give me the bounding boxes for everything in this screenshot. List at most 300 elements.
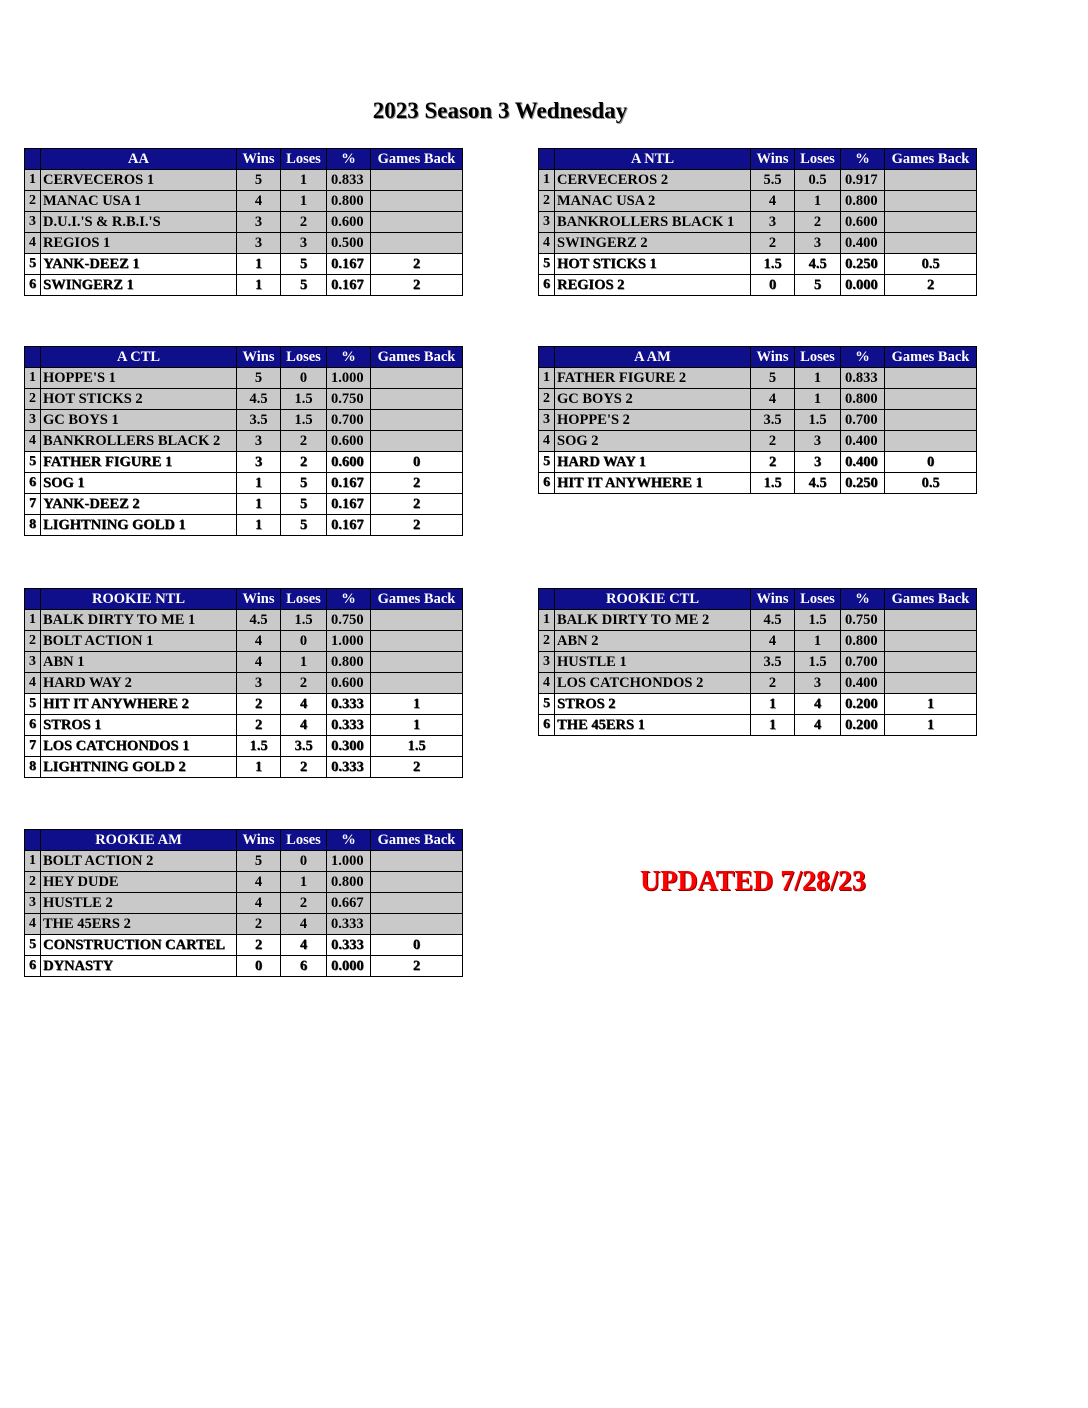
pct-cell: 0.600 — [841, 212, 885, 233]
table-row — [539, 368, 977, 389]
games-back-cell — [371, 431, 463, 452]
pct-cell: 0.800 — [327, 652, 371, 673]
pct-cell: 0.333 — [327, 914, 371, 935]
loses-cell: 2 — [281, 212, 327, 233]
team-name-cell: HARD WAY 2 — [41, 673, 237, 694]
table-row — [539, 191, 977, 212]
team-name-cell: D.U.I.'S & R.B.I.'S — [41, 212, 237, 233]
loses-cell: 1 — [795, 191, 841, 212]
loses-cell: 1 — [795, 389, 841, 410]
wins-cell: 1 — [751, 715, 795, 736]
games-back-cell: 1 — [885, 715, 977, 736]
rank-cell: 3 — [25, 212, 41, 233]
loses-cell: 2 — [281, 431, 327, 452]
rank-cell: 6 — [539, 473, 555, 494]
wins-cell: 4 — [237, 652, 281, 673]
loses-cell: 0 — [281, 631, 327, 652]
team-name-cell: HUSTLE 1 — [555, 652, 751, 673]
rank-cell: 4 — [539, 673, 555, 694]
table-header-row — [25, 830, 463, 851]
pct-cell: 1.000 — [327, 631, 371, 652]
loses-cell: 2 — [281, 673, 327, 694]
table-header-row — [539, 149, 977, 170]
wins-cell: 2 — [751, 673, 795, 694]
wins-cell: 5 — [751, 368, 795, 389]
header-loses: Loses — [281, 149, 327, 170]
rank-cell: 6 — [25, 715, 41, 736]
games-back-cell — [885, 170, 977, 191]
table-row — [25, 673, 463, 694]
pct-cell: 0.833 — [841, 368, 885, 389]
pct-cell: 0.167 — [327, 473, 371, 494]
team-name-cell: HIT IT ANYWHERE 2 — [41, 694, 237, 715]
pct-cell: 0.500 — [327, 233, 371, 254]
table-row — [25, 452, 463, 473]
rank-cell: 4 — [539, 431, 555, 452]
division-name: A NTL — [555, 149, 751, 170]
division-name: AA — [41, 149, 237, 170]
loses-cell: 0 — [281, 851, 327, 872]
standings-table-aa — [24, 148, 463, 296]
rank-cell: 1 — [25, 368, 41, 389]
loses-cell: 4 — [795, 694, 841, 715]
header-rank — [539, 589, 555, 610]
loses-cell: 5 — [795, 275, 841, 296]
table-row — [25, 431, 463, 452]
table-row — [25, 368, 463, 389]
team-name-cell: GC BOYS 1 — [41, 410, 237, 431]
table-row — [539, 233, 977, 254]
wins-cell: 1 — [237, 254, 281, 275]
header-rank — [539, 149, 555, 170]
games-back-cell: 2 — [371, 956, 463, 977]
loses-cell: 2 — [281, 452, 327, 473]
table-row — [539, 673, 977, 694]
table-row — [539, 610, 977, 631]
pct-cell: 0.750 — [327, 610, 371, 631]
header-loses: Loses — [281, 830, 327, 851]
loses-cell: 5 — [281, 494, 327, 515]
loses-cell: 5 — [281, 275, 327, 296]
rank-cell: 4 — [25, 914, 41, 935]
games-back-cell: 0 — [371, 935, 463, 956]
table-row — [25, 233, 463, 254]
header-games-back: Games Back — [371, 589, 463, 610]
team-name-cell: HOT STICKS 2 — [41, 389, 237, 410]
wins-cell: 1 — [751, 694, 795, 715]
team-name-cell: DYNASTY — [41, 956, 237, 977]
rank-cell: 3 — [25, 652, 41, 673]
pct-cell: 0.800 — [327, 872, 371, 893]
header-wins: Wins — [237, 589, 281, 610]
rank-cell: 6 — [25, 275, 41, 296]
pct-cell: 0.333 — [327, 715, 371, 736]
team-name-cell: THE 45ERS 2 — [41, 914, 237, 935]
header-pct: % — [841, 149, 885, 170]
rank-cell: 2 — [25, 191, 41, 212]
team-name-cell: HUSTLE 2 — [41, 893, 237, 914]
wins-cell: 4.5 — [237, 610, 281, 631]
table-row — [25, 715, 463, 736]
pct-cell: 0.200 — [841, 715, 885, 736]
standings-table-a-am — [538, 346, 977, 494]
header-rank — [25, 830, 41, 851]
pct-cell: 0.167 — [327, 515, 371, 536]
team-name-cell: BOLT ACTION 1 — [41, 631, 237, 652]
division-name: ROOKIE NTL — [41, 589, 237, 610]
rank-cell: 2 — [25, 389, 41, 410]
table-row — [25, 652, 463, 673]
pct-cell: 1.000 — [327, 368, 371, 389]
header-pct: % — [327, 830, 371, 851]
rank-cell: 8 — [25, 757, 41, 778]
games-back-cell — [371, 631, 463, 652]
games-back-cell — [371, 914, 463, 935]
header-loses: Loses — [795, 589, 841, 610]
pct-cell: 0.917 — [841, 170, 885, 191]
wins-cell: 1 — [237, 515, 281, 536]
games-back-cell: 1 — [371, 715, 463, 736]
team-name-cell: FATHER FIGURE 2 — [555, 368, 751, 389]
rank-cell: 2 — [25, 631, 41, 652]
pct-cell: 0.700 — [841, 652, 885, 673]
team-name-cell: BANKROLLERS BLACK 2 — [41, 431, 237, 452]
wins-cell: 2 — [751, 431, 795, 452]
pct-cell: 0.333 — [327, 935, 371, 956]
rank-cell: 3 — [25, 410, 41, 431]
header-loses: Loses — [795, 347, 841, 368]
games-back-cell — [371, 233, 463, 254]
team-name-cell: SWINGERZ 2 — [555, 233, 751, 254]
team-name-cell: ABN 2 — [555, 631, 751, 652]
games-back-cell — [371, 368, 463, 389]
header-pct: % — [327, 149, 371, 170]
standings-table-rookie-am — [24, 829, 463, 977]
wins-cell: 2 — [751, 233, 795, 254]
games-back-cell — [885, 431, 977, 452]
pct-cell: 0.400 — [841, 233, 885, 254]
games-back-cell — [371, 389, 463, 410]
wins-cell: 1.5 — [751, 254, 795, 275]
standings-table-a-ntl — [538, 148, 977, 296]
rank-cell: 3 — [25, 893, 41, 914]
team-name-cell: LIGHTNING GOLD 1 — [41, 515, 237, 536]
wins-cell: 5.5 — [751, 170, 795, 191]
loses-cell: 5 — [281, 515, 327, 536]
games-back-cell — [885, 410, 977, 431]
pct-cell: 0.750 — [841, 610, 885, 631]
wins-cell: 3.5 — [751, 410, 795, 431]
rank-cell: 1 — [539, 170, 555, 191]
team-name-cell: BANKROLLERS BLACK 1 — [555, 212, 751, 233]
wins-cell: 3 — [237, 212, 281, 233]
games-back-cell — [371, 170, 463, 191]
pct-cell: 1.000 — [327, 851, 371, 872]
standings-table-a-ctl — [24, 346, 463, 536]
team-name-cell: SOG 1 — [41, 473, 237, 494]
team-name-cell: MANAC USA 2 — [555, 191, 751, 212]
pct-cell: 0.250 — [841, 473, 885, 494]
pct-cell: 0.700 — [327, 410, 371, 431]
games-back-cell — [371, 212, 463, 233]
team-name-cell: STROS 2 — [555, 694, 751, 715]
header-wins: Wins — [751, 347, 795, 368]
pct-cell: 0.600 — [327, 212, 371, 233]
header-pct: % — [327, 589, 371, 610]
rank-cell: 5 — [25, 935, 41, 956]
pct-cell: 0.250 — [841, 254, 885, 275]
loses-cell: 5 — [281, 254, 327, 275]
rank-cell: 5 — [25, 694, 41, 715]
header-games-back: Games Back — [371, 830, 463, 851]
games-back-cell — [371, 191, 463, 212]
pct-cell: 0.300 — [327, 736, 371, 757]
rank-cell: 7 — [25, 494, 41, 515]
wins-cell: 3.5 — [751, 652, 795, 673]
team-name-cell: LOS CATCHONDOS 2 — [555, 673, 751, 694]
team-name-cell: CERVECEROS 2 — [555, 170, 751, 191]
team-name-cell: MANAC USA 1 — [41, 191, 237, 212]
loses-cell: 0 — [281, 368, 327, 389]
table-row — [539, 275, 977, 296]
wins-cell: 3 — [237, 233, 281, 254]
team-name-cell: HEY DUDE — [41, 872, 237, 893]
wins-cell: 4 — [237, 893, 281, 914]
wins-cell: 4.5 — [237, 389, 281, 410]
games-back-cell: 2 — [371, 275, 463, 296]
pct-cell: 0.400 — [841, 452, 885, 473]
loses-cell: 3 — [795, 233, 841, 254]
loses-cell: 5 — [281, 473, 327, 494]
loses-cell: 4.5 — [795, 254, 841, 275]
wins-cell: 1 — [237, 757, 281, 778]
games-back-cell — [885, 610, 977, 631]
team-name-cell: BALK DIRTY TO ME 2 — [555, 610, 751, 631]
loses-cell: 1.5 — [795, 610, 841, 631]
header-rank — [539, 347, 555, 368]
table-row — [539, 212, 977, 233]
pct-cell: 0.200 — [841, 694, 885, 715]
rank-cell: 2 — [539, 631, 555, 652]
wins-cell: 4 — [751, 631, 795, 652]
division-name: A AM — [555, 347, 751, 368]
loses-cell: 1 — [281, 872, 327, 893]
standings-table-rookie-ntl — [24, 588, 463, 778]
games-back-cell — [885, 233, 977, 254]
rank-cell: 1 — [25, 851, 41, 872]
games-back-cell — [885, 191, 977, 212]
pct-cell: 0.167 — [327, 254, 371, 275]
team-name-cell: LIGHTNING GOLD 2 — [41, 757, 237, 778]
table-row — [25, 631, 463, 652]
wins-cell: 3 — [237, 452, 281, 473]
pct-cell: 0.600 — [327, 673, 371, 694]
rank-cell: 7 — [25, 736, 41, 757]
table-row — [539, 170, 977, 191]
games-back-cell: 0 — [885, 452, 977, 473]
rank-cell: 6 — [539, 715, 555, 736]
games-back-cell — [371, 872, 463, 893]
wins-cell: 4 — [751, 389, 795, 410]
games-back-cell — [885, 212, 977, 233]
header-pct: % — [841, 589, 885, 610]
table-row — [25, 610, 463, 631]
wins-cell: 2 — [237, 935, 281, 956]
header-loses: Loses — [281, 589, 327, 610]
loses-cell: 2 — [281, 757, 327, 778]
wins-cell: 1 — [237, 473, 281, 494]
team-name-cell: HOPPE'S 1 — [41, 368, 237, 389]
team-name-cell: THE 45ERS 1 — [555, 715, 751, 736]
pct-cell: 0.600 — [327, 431, 371, 452]
pct-cell: 0.400 — [841, 673, 885, 694]
rank-cell: 6 — [539, 275, 555, 296]
header-rank — [25, 149, 41, 170]
pct-cell: 0.333 — [327, 694, 371, 715]
team-name-cell: HARD WAY 1 — [555, 452, 751, 473]
loses-cell: 1 — [795, 368, 841, 389]
rank-cell: 5 — [539, 694, 555, 715]
wins-cell: 4.5 — [751, 610, 795, 631]
wins-cell: 3 — [237, 673, 281, 694]
division-name: ROOKIE AM — [41, 830, 237, 851]
table-row — [25, 515, 463, 536]
header-wins: Wins — [237, 347, 281, 368]
team-name-cell: BOLT ACTION 2 — [41, 851, 237, 872]
loses-cell: 3 — [795, 673, 841, 694]
team-name-cell: SWINGERZ 1 — [41, 275, 237, 296]
games-back-cell: 2 — [371, 473, 463, 494]
table-header-row — [25, 149, 463, 170]
table-row — [539, 631, 977, 652]
pct-cell: 0.600 — [327, 452, 371, 473]
games-back-cell — [885, 368, 977, 389]
team-name-cell: YANK-DEEZ 2 — [41, 494, 237, 515]
loses-cell: 2 — [281, 893, 327, 914]
header-games-back: Games Back — [885, 347, 977, 368]
games-back-cell: 2 — [371, 494, 463, 515]
header-games-back: Games Back — [371, 347, 463, 368]
games-back-cell — [371, 851, 463, 872]
table-row — [25, 914, 463, 935]
table-row — [25, 170, 463, 191]
table-header-row — [25, 589, 463, 610]
pct-cell: 0.000 — [327, 956, 371, 977]
wins-cell: 1.5 — [237, 736, 281, 757]
table-row — [25, 736, 463, 757]
header-games-back: Games Back — [885, 149, 977, 170]
rank-cell: 3 — [539, 410, 555, 431]
team-name-cell: FATHER FIGURE 1 — [41, 452, 237, 473]
loses-cell: 1.5 — [795, 652, 841, 673]
pct-cell: 0.000 — [841, 275, 885, 296]
table-row — [539, 715, 977, 736]
games-back-cell — [885, 673, 977, 694]
table-row — [539, 254, 977, 275]
games-back-cell — [371, 893, 463, 914]
updated-stamp: UPDATED 7/28/23 — [640, 866, 866, 897]
header-wins: Wins — [751, 589, 795, 610]
division-name: A CTL — [41, 347, 237, 368]
table-row — [25, 935, 463, 956]
rank-cell: 5 — [25, 452, 41, 473]
wins-cell: 5 — [237, 170, 281, 191]
team-name-cell: STROS 1 — [41, 715, 237, 736]
rank-cell: 1 — [25, 610, 41, 631]
team-name-cell: ABN 1 — [41, 652, 237, 673]
wins-cell: 3 — [237, 431, 281, 452]
loses-cell: 1 — [281, 170, 327, 191]
rank-cell: 3 — [539, 652, 555, 673]
table-row — [25, 694, 463, 715]
division-name: ROOKIE CTL — [555, 589, 751, 610]
pct-cell: 0.800 — [327, 191, 371, 212]
loses-cell: 3 — [795, 452, 841, 473]
team-name-cell: HOT STICKS 1 — [555, 254, 751, 275]
games-back-cell: 1 — [885, 694, 977, 715]
rank-cell: 4 — [25, 233, 41, 254]
page-title: 2023 Season 3 Wednesday — [372, 98, 628, 123]
table-row — [25, 275, 463, 296]
header-pct: % — [841, 347, 885, 368]
table-header-row — [25, 347, 463, 368]
loses-cell: 1.5 — [281, 610, 327, 631]
loses-cell: 1 — [795, 631, 841, 652]
team-name-cell: LOS CATCHONDOS 1 — [41, 736, 237, 757]
games-back-cell: 2 — [371, 515, 463, 536]
team-name-cell: SOG 2 — [555, 431, 751, 452]
wins-cell: 0 — [237, 956, 281, 977]
games-back-cell: 2 — [885, 275, 977, 296]
wins-cell: 0 — [751, 275, 795, 296]
table-row — [25, 757, 463, 778]
pct-cell: 0.400 — [841, 431, 885, 452]
rank-cell: 6 — [25, 473, 41, 494]
pct-cell: 0.800 — [841, 191, 885, 212]
team-name-cell: HOPPE'S 2 — [555, 410, 751, 431]
header-wins: Wins — [237, 149, 281, 170]
loses-cell: 4 — [281, 914, 327, 935]
rank-cell: 4 — [25, 431, 41, 452]
rank-cell: 5 — [539, 254, 555, 275]
table-row — [539, 694, 977, 715]
wins-cell: 1 — [237, 275, 281, 296]
loses-cell: 4 — [281, 715, 327, 736]
pct-cell: 0.800 — [841, 631, 885, 652]
table-row — [25, 254, 463, 275]
standings-table-rookie-ctl — [538, 588, 977, 736]
table-row — [539, 452, 977, 473]
header-games-back: Games Back — [885, 589, 977, 610]
table-row — [25, 893, 463, 914]
loses-cell: 1 — [281, 191, 327, 212]
wins-cell: 4 — [237, 191, 281, 212]
loses-cell: 3.5 — [281, 736, 327, 757]
games-back-cell — [371, 652, 463, 673]
table-header-row — [539, 589, 977, 610]
header-wins: Wins — [237, 830, 281, 851]
table-row — [25, 473, 463, 494]
games-back-cell — [371, 410, 463, 431]
table-header-row — [539, 347, 977, 368]
rank-cell: 2 — [25, 872, 41, 893]
header-rank — [25, 589, 41, 610]
games-back-cell: 0.5 — [885, 473, 977, 494]
table-row — [539, 410, 977, 431]
pct-cell: 0.750 — [327, 389, 371, 410]
team-name-cell: CERVECEROS 1 — [41, 170, 237, 191]
wins-cell: 1.5 — [751, 473, 795, 494]
